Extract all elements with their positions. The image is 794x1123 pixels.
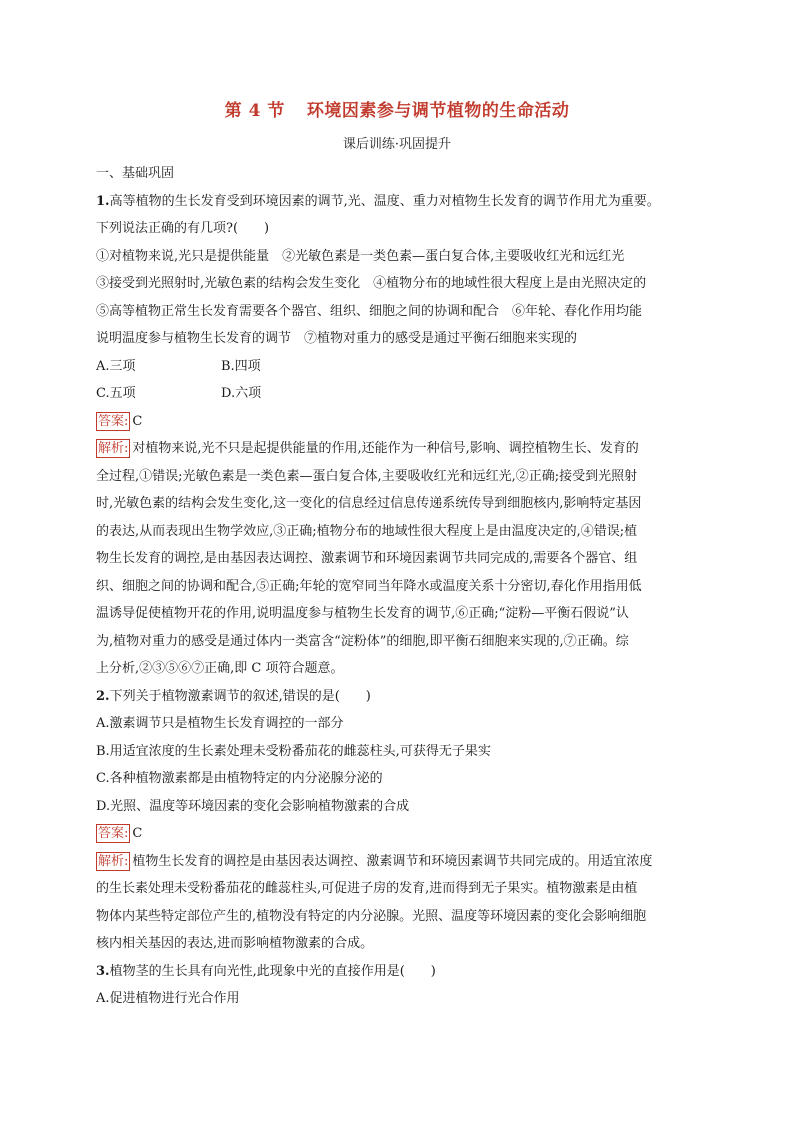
section-title: 环境因素参与调节植物的生命活动 (306, 101, 570, 121)
question-stem-text: 高等植物的生长发育受到环境因素的调节,光、温度、重力对植物生长发育的调节作用尤为重要。 (109, 193, 660, 209)
answer-label: 答案: (98, 826, 129, 841)
analysis-line: 为,植物对重力的感受是通过体内一类富含“淀粉体”的细胞,即平衡石细胞来实现的,⑦正确。综 (96, 633, 629, 649)
option-d: D.光照、温度等环境因素的变化会影响植物激素的合成 (96, 798, 410, 814)
option-a: A.促进植物进行光合作用 (96, 991, 240, 1006)
analysis-line: 温诱导促使植物开花的作用,说明温度参与植物生长发育的调节,⑥正确;“淀粉—平衡石假说”认 (96, 606, 629, 621)
analysis-line: 核内相关基因的表达,进而影响植物激素的合成。 (96, 936, 374, 951)
option-c: C.各种植物激素都是由植物特定的内分泌腺分泌的 (96, 771, 383, 786)
analysis-line: 织、细胞之间的协调和配合,⑤正确;年轮的宽窄同当年降水或温度关系十分密切,春化作用指用低 (96, 578, 642, 594)
answer-line (96, 820, 716, 848)
page-subtitle: 课后训练·巩固提升 (342, 137, 452, 152)
question-number: 3. (96, 963, 110, 979)
question-stem (96, 683, 716, 711)
analysis-text: 植物生长发育的调控是由基因表达调控、激素调节和环境因素调节共同完成的。用适宜浓度 (132, 853, 653, 869)
analysis-line: 的生长素处理未受粉番茄花的雌蕊柱头,可促进子房的发育,进而得到无子果实。植物激素是由植 (96, 881, 638, 896)
question-stem-text: 下列关于植物激素调节的叙述,错误的是( ) (109, 688, 371, 704)
analysis-line: 物生长发育的调控,是由基因表达调控、激素调节和环境因素调节共同完成的,需要各个器官、组 (96, 551, 638, 566)
analysis-label: 解析: (98, 441, 129, 456)
section-heading: 一、基础巩固 (96, 166, 175, 181)
option-c: C.五项 (96, 386, 136, 401)
option-a: A.激素调节只是植物生长发育调控的一部分 (96, 716, 344, 731)
question-number: 1. (96, 193, 110, 209)
option-row (96, 380, 716, 408)
statement-line: ③接受到光照射时,光敏色素的结构会发生变化 ④植物分布的地域性很大程度上是由光照决定的 (96, 276, 647, 291)
analysis-line: 的表达,从而表现出生物学效应,③正确;植物分布的地域性很大程度上是由温度决定的,④错误;植 (96, 523, 638, 539)
option-d: D.六项 (221, 386, 262, 401)
option-b: B.四项 (221, 358, 261, 374)
answer-label: 答案: (98, 413, 129, 429)
analysis-line (96, 848, 716, 876)
analysis-line (96, 435, 716, 463)
question-stem (96, 958, 716, 986)
analysis-label: 解析: (98, 853, 129, 869)
statement-line: ⑤高等植物正常生长发育需要各个器官、组织、细胞之间的协调和配合 ⑥年轮、春化作用均能 (96, 303, 643, 319)
option-a: A.三项 (96, 358, 136, 374)
question-stem (96, 188, 716, 216)
analysis-line: 物体内某些特定部位产生的,植物没有特定的内分泌腺。光照、温度等环境因素的变化会影响细胞 (96, 908, 647, 924)
statement-line: 说明温度参与植物生长发育的调节 ⑦植物对重力的感受是通过平衡石细胞来实现的 (96, 331, 578, 346)
answer-value: C (132, 413, 143, 429)
question-stem-continued: 下列说法正确的有几项?( ) (96, 221, 270, 236)
section-number: 第 4 节 (224, 101, 285, 121)
question-1 (96, 188, 716, 683)
option-b: B.用适宜浓度的生长素处理未受粉番茄花的雌蕊柱头,可获得无子果实 (96, 743, 491, 759)
option-row (96, 353, 716, 381)
statement-line: ①对植物来说,光只是提供能量 ②光敏色素是一类色素—蛋白复合体,主要吸收红光和远红光 (96, 248, 625, 264)
analysis-line: 时,光敏色素的结构会发生变化,这一变化的信息经过信息传递系统传导到细胞核内,影响特定基因 (96, 496, 642, 511)
question-stem-text: 植物茎的生长具有向光性,此现象中光的直接作用是( ) (109, 963, 436, 979)
answer-line (96, 408, 716, 436)
question-3 (96, 958, 716, 1013)
question-number: 2. (96, 688, 110, 704)
question-2 (96, 683, 716, 958)
answer-value: C (132, 826, 143, 841)
analysis-line: 全过程,①错误;光敏色素是一类色素—蛋白复合体,主要吸收红光和远红光,②正确;接受到光照射 (96, 468, 638, 484)
analysis-line: 上分析,②③⑤⑥⑦正确,即 C 项符合题意。 (96, 661, 344, 676)
analysis-text: 对植物来说,光不只是起提供能量的作用,还能作为一种信号,影响、调控植物生长、发育的 (132, 441, 639, 456)
page-title (0, 96, 794, 121)
exercise-content (96, 160, 716, 1013)
